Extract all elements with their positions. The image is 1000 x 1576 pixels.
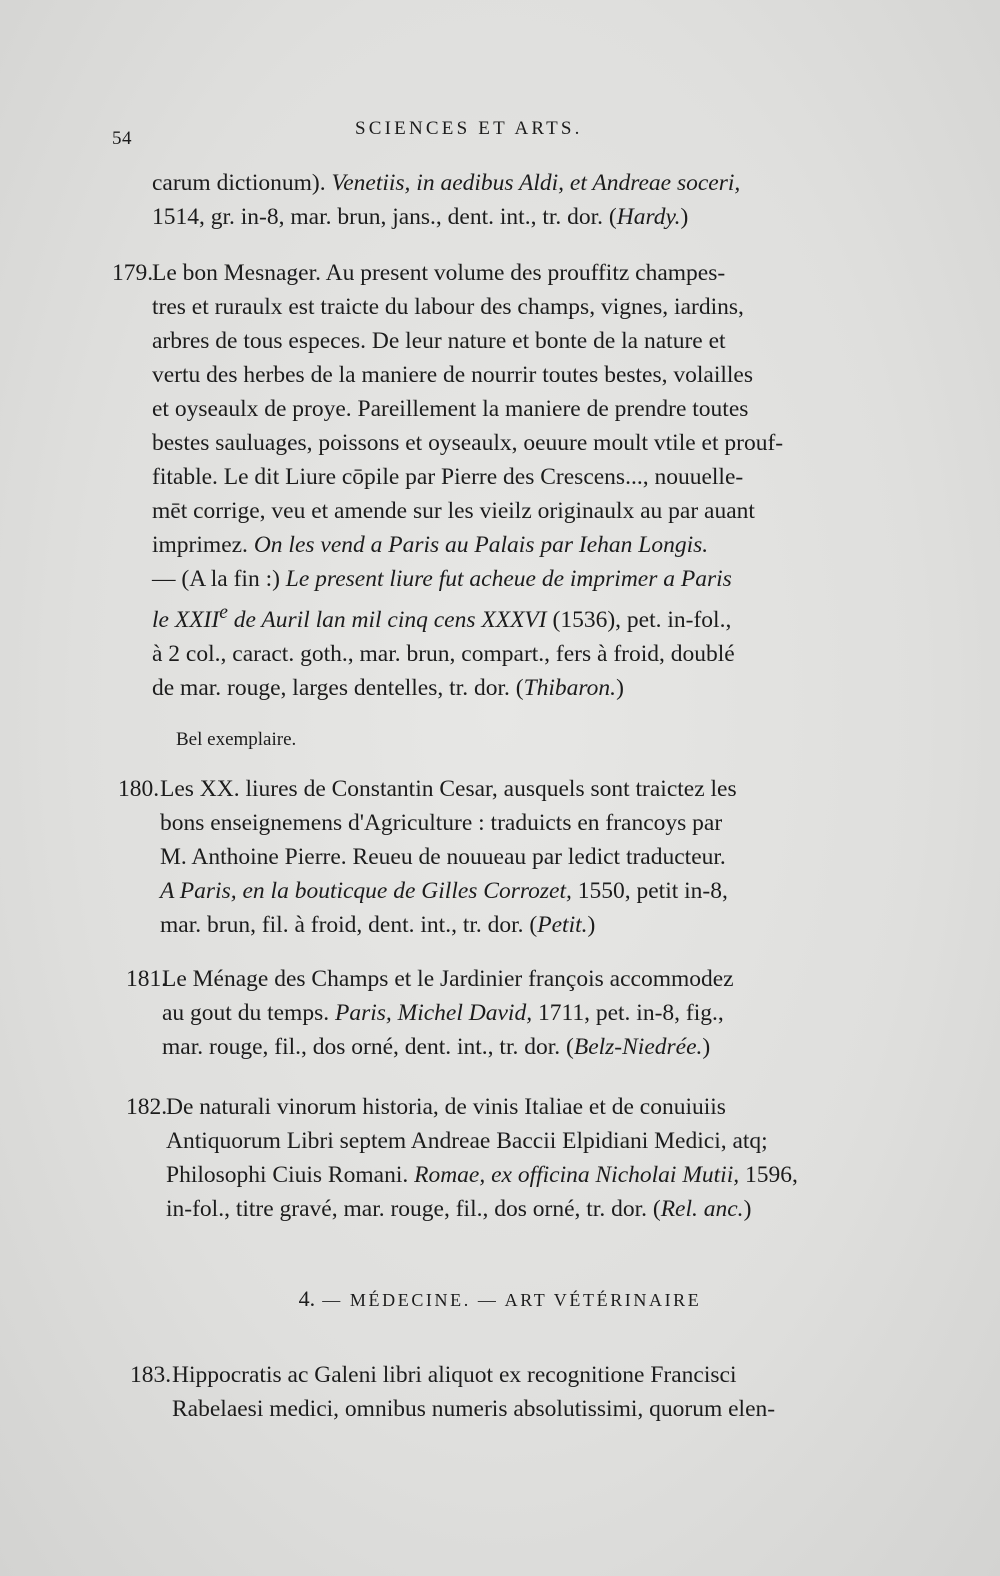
entry-line: mar. rouge, fil., dos orné, dent. int., tr. dor. (Belz-Niedrée.) bbox=[162, 1034, 711, 1060]
entry-number: 179. bbox=[112, 260, 154, 286]
section-heading bbox=[0, 1286, 1000, 1312]
entry-line: au gout du temps. Paris, Michel David, 1711, pet. in-8, fig., bbox=[162, 1000, 724, 1026]
entry-text bbox=[172, 1358, 880, 1426]
entry-line: 1514, gr. in-8, mar. brun, jans., dent. int., tr. dor. (Hardy.) bbox=[152, 204, 689, 230]
entry-179 bbox=[112, 256, 892, 705]
entry-note: Bel exemplaire. bbox=[176, 729, 297, 750]
entry-line: à 2 col., caract. goth., mar. brun, compart., fers à froid, doublé bbox=[152, 640, 735, 667]
entry-line: — (A la fin :) Le present liure fut acheue de imprimer a Paris bbox=[152, 566, 732, 592]
entry-180 bbox=[118, 772, 890, 942]
section-dash: — bbox=[322, 1290, 343, 1310]
entry-line: tres et ruraulx est traicte du labour des champs, vignes, iardins, bbox=[152, 294, 744, 320]
section-dash: — bbox=[477, 1290, 499, 1310]
entry-text bbox=[160, 772, 890, 942]
entry-line: Les XX. liures de Constantin Cesar, ausquels sont traictez les bbox=[160, 776, 737, 802]
entry-line: Le Ménage des Champs et le Jardinier françois accommodez bbox=[162, 966, 734, 992]
entry-181 bbox=[126, 962, 884, 1064]
entry-line: Le bon Mesnager. Au present volume des prouffitz champes- bbox=[152, 260, 726, 286]
entry-line: De naturali vinorum historia, de vinis Italiae et de conuiuiis bbox=[166, 1094, 726, 1120]
entry-number: 183. bbox=[130, 1362, 172, 1388]
entry-line: Philosophi Ciuis Romani. Romae, ex officina Nicholai Mutii, 1596, bbox=[166, 1162, 798, 1188]
entry-line: arbres de tous especes. De leur nature et bonte de la nature et bbox=[152, 328, 726, 354]
section-title-medicine: MÉDECINE. bbox=[349, 1290, 471, 1310]
entry-line: in-fol., titre gravé, mar. rouge, fil., dos orné, tr. dor. (Rel. anc.) bbox=[166, 1196, 752, 1222]
entry-line: Rabelaesi medici, omnibus numeris absolutissimi, quorum elen- bbox=[172, 1396, 776, 1422]
entry-line: et oyseaulx de proye. Pareillement la maniere de prendre toutes bbox=[152, 396, 749, 422]
page-header bbox=[0, 114, 1000, 149]
entry-line: M. Anthoine Pierre. Reueu de nouueau par ledict traducteur. bbox=[160, 844, 726, 870]
entry-line: de mar. rouge, larges dentelles, tr. dor. (Thibaron.) bbox=[152, 674, 624, 701]
entry-line: bons enseignemens d'Agriculture : traduicts en francoys par bbox=[160, 810, 723, 836]
entry-line: Hippocratis ac Galeni libri aliquot ex recognitione Francisci bbox=[172, 1362, 737, 1388]
section-number: 4. bbox=[298, 1286, 316, 1311]
entry-text bbox=[152, 256, 892, 705]
entry-number: 181. bbox=[126, 966, 168, 992]
entry-continuation bbox=[152, 166, 892, 234]
entry-183 bbox=[130, 1358, 880, 1426]
entry-line: A Paris, en la bouticque de Gilles Corrozet, 1550, petit in-8, bbox=[160, 878, 728, 904]
entry-line: fitable. Le dit Liure cōpile par Pierre des Crescens..., nouuelle- bbox=[152, 464, 744, 490]
entry-line: le XXIIe de Auril lan mil cinq cens XXXVI (1536), pet. in-fol., bbox=[152, 602, 732, 633]
entry-text bbox=[162, 962, 884, 1064]
page-number: 54 bbox=[112, 128, 132, 149]
section-title-veterinary: ART VÉTÉRINAIRE bbox=[504, 1290, 702, 1310]
entry-line: imprimez. On les vend a Paris au Palais par Iehan Longis. bbox=[152, 532, 709, 558]
entry-line: mēt corrige, veu et amende sur les vieilz originaulx au par auant bbox=[152, 498, 755, 524]
entry-line: bestes sauluages, poissons et oyseaulx, oeuure moult vtile et prouf- bbox=[152, 430, 784, 456]
entry-number: 182. bbox=[126, 1094, 168, 1120]
entry-182 bbox=[126, 1090, 884, 1226]
running-head: SCIENCES ET ARTS. bbox=[355, 118, 583, 139]
entry-text bbox=[166, 1090, 884, 1226]
entry-text bbox=[152, 166, 892, 234]
entry-number: 180. bbox=[118, 776, 160, 802]
entry-line: carum dictionum). Venetiis, in aedibus Aldi, et Andreae soceri, bbox=[152, 170, 741, 196]
entry-line: Antiquorum Libri septem Andreae Baccii Elpidiani Medici, atq; bbox=[166, 1128, 768, 1154]
entry-line: mar. brun, fil. à froid, dent. int., tr. dor. (Petit.) bbox=[160, 912, 596, 938]
entry-line: vertu des herbes de la maniere de nourrir toutes bestes, volailles bbox=[152, 362, 754, 388]
